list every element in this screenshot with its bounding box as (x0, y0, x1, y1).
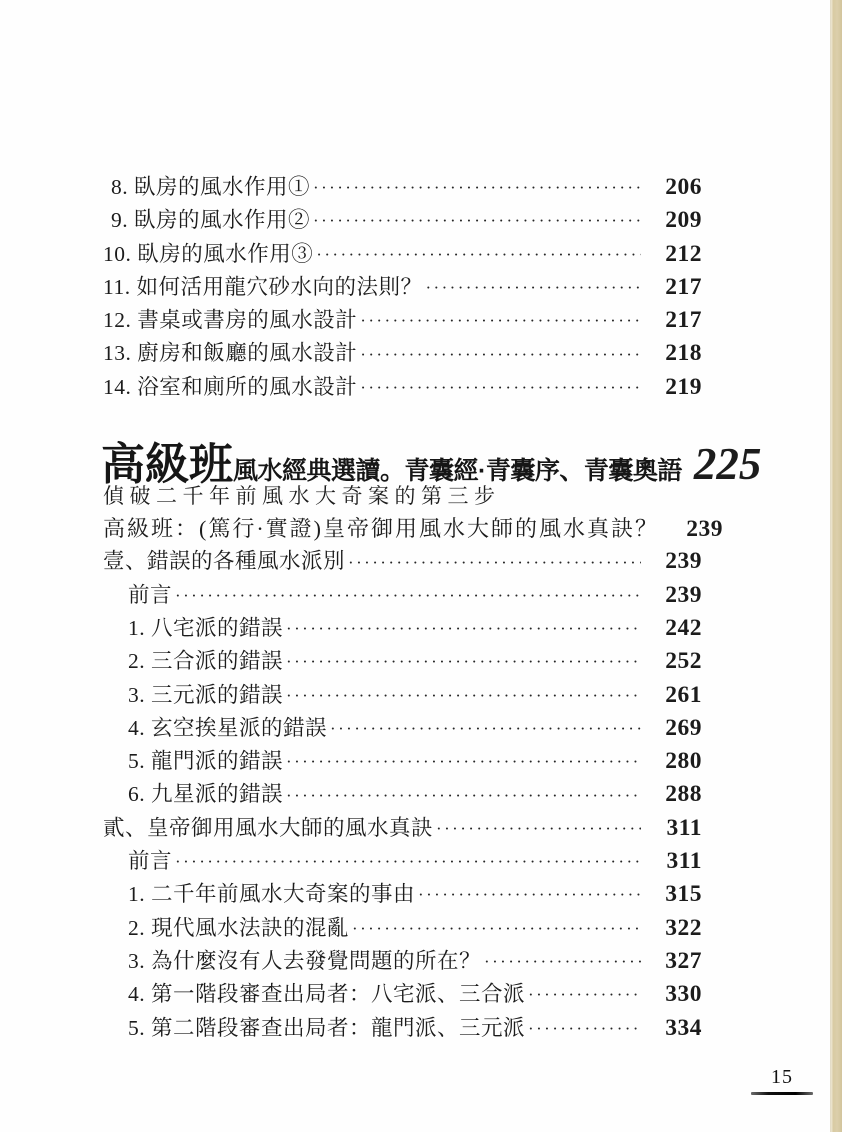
dot-leader (348, 554, 641, 571)
toc-entry-label: 5. 龍門派的錯誤 (128, 749, 284, 774)
toc-entry-page: 239 (686, 516, 723, 543)
upper-toc-list (103, 171, 702, 404)
toc-entry-label: 壹、錯誤的各種風水派別 (103, 549, 346, 574)
toc-entry-label: 4. 玄空挨星派的錯誤 (128, 715, 328, 740)
toc-entry (103, 679, 702, 712)
toc-entry-label: 6. 九星派的錯誤 (128, 782, 284, 807)
dot-leader (484, 953, 641, 970)
toc-entry-page: 288 (665, 781, 702, 808)
section-heading (101, 428, 762, 490)
toc-entry (103, 545, 702, 578)
toc-entry (103, 712, 702, 745)
toc-entry-page: 334 (665, 1014, 702, 1041)
folio-page-number: 15 (771, 1066, 793, 1088)
toc-entry-label: 2. 現代風水法訣的混亂 (128, 915, 350, 940)
dot-leader (286, 753, 641, 770)
dot-leader (436, 820, 641, 837)
section-page-number: 225 (693, 439, 762, 490)
dot-leader (175, 587, 641, 604)
dot-leader (313, 179, 641, 196)
toc-entry (103, 579, 702, 612)
dot-leader (286, 687, 641, 704)
toc-entry-page: 261 (665, 681, 702, 708)
toc-entry-page: 218 (665, 340, 702, 367)
toc-content (101, 171, 762, 1045)
toc-entry-label: 10. 臥房的風水作用③ (103, 241, 314, 266)
toc-entry (103, 845, 702, 878)
toc-entry-page: 280 (665, 748, 702, 775)
toc-entry-label: 8. 臥房的風水作用① (111, 175, 311, 199)
section-tagline: 偵破二千年前風水大奇案的第三步 (103, 484, 501, 509)
toc-entry (103, 371, 702, 404)
toc-entry-page: 209 (665, 207, 702, 234)
toc-entry-page: 311 (666, 848, 702, 875)
toc-entry-page: 322 (665, 914, 702, 941)
dot-leader (360, 379, 641, 396)
toc-entry-label: 3. 為什麼沒有人去發覺問題的所在？ (128, 948, 482, 973)
toc-entry-page: 206 (665, 174, 702, 200)
toc-entry-label: 1. 八宅派的錯誤 (128, 615, 284, 640)
dot-leader (360, 312, 641, 329)
toc-entry-label: 14. 浴室和廁所的風水設計 (103, 374, 358, 399)
toc-entry-page: 327 (665, 947, 702, 974)
dot-leader (175, 853, 641, 870)
toc-entry-page: 330 (665, 981, 702, 1008)
toc-entry-label: 前言 (128, 582, 173, 607)
dot-leader (528, 1020, 641, 1037)
dot-leader (352, 920, 641, 937)
toc-entry-label: 12. 書桌或書房的風水設計 (103, 308, 358, 333)
toc-entry (103, 945, 702, 978)
toc-entry-page: 242 (665, 614, 702, 641)
toc-entry (103, 878, 702, 911)
toc-entry-label: 4. 第一階段審查出局者：八宅派、三合派 (128, 982, 526, 1007)
toc-entry-page: 252 (665, 648, 702, 675)
toc-entry (103, 778, 702, 811)
toc-entry (103, 1012, 702, 1045)
toc-entry-page: 239 (665, 581, 702, 608)
toc-entry-page: 217 (665, 307, 702, 334)
toc-entry-page: 217 (665, 273, 702, 300)
dot-leader (360, 346, 641, 363)
toc-entry (103, 912, 702, 945)
toc-entry-label: 9. 臥房的風水作用② (111, 208, 311, 233)
toc-entry-page: 311 (666, 814, 702, 841)
toc-entry-page: 219 (665, 373, 702, 400)
toc-entry (103, 978, 702, 1011)
toc-entry-page: 315 (665, 881, 702, 908)
toc-entry-label: 3. 三元派的錯誤 (128, 682, 284, 707)
page-footer (751, 1066, 813, 1095)
paper-edge (830, 0, 842, 1132)
toc-entry-label: 13. 廚房和飯廳的風水設計 (103, 341, 358, 366)
toc-entry-label: 高級班：(篤行·實證)皇帝御用風水大師的風水真訣？ (103, 516, 659, 542)
dot-leader (316, 246, 641, 263)
folio-underline (751, 1092, 813, 1095)
dot-leader (286, 787, 641, 804)
toc-entry-page: 269 (665, 714, 702, 741)
toc-entry (103, 171, 702, 204)
dot-leader (313, 212, 641, 229)
toc-entry-label: 11. 如何活用龍穴砂水向的法則？ (103, 274, 423, 299)
toc-entry (103, 745, 702, 778)
toc-entry (103, 238, 702, 271)
dot-leader (418, 886, 641, 903)
toc-entry-label: 貳、皇帝御用風水大師的風水真訣 (103, 815, 434, 840)
toc-entry (103, 512, 723, 545)
section-title-main: 高級班 (101, 440, 233, 490)
toc-entry (103, 645, 702, 678)
lower-toc-list (103, 512, 723, 1045)
dot-leader (286, 620, 641, 637)
dot-leader (286, 653, 641, 670)
dot-leader (425, 279, 641, 296)
toc-entry (103, 812, 702, 845)
dot-leader (330, 720, 641, 737)
toc-entry-page: 212 (665, 240, 702, 267)
toc-entry (103, 337, 702, 370)
toc-entry-label: 1. 二千年前風水大奇案的事由 (128, 882, 416, 907)
dot-leader (528, 986, 641, 1003)
toc-entry (103, 612, 702, 645)
toc-entry-label: 前言 (128, 849, 173, 874)
toc-entry-label: 2. 三合派的錯誤 (128, 649, 284, 674)
toc-entry-page: 239 (665, 548, 702, 575)
toc-entry (103, 204, 702, 237)
section-title-subtitle: 風水經典選讀。青囊經·青囊序、青囊奧語 (233, 457, 682, 486)
toc-entry-label: 5. 第二階段審查出局者：龍門派、三元派 (128, 1015, 526, 1040)
toc-entry (103, 304, 702, 337)
toc-entry (103, 271, 702, 304)
